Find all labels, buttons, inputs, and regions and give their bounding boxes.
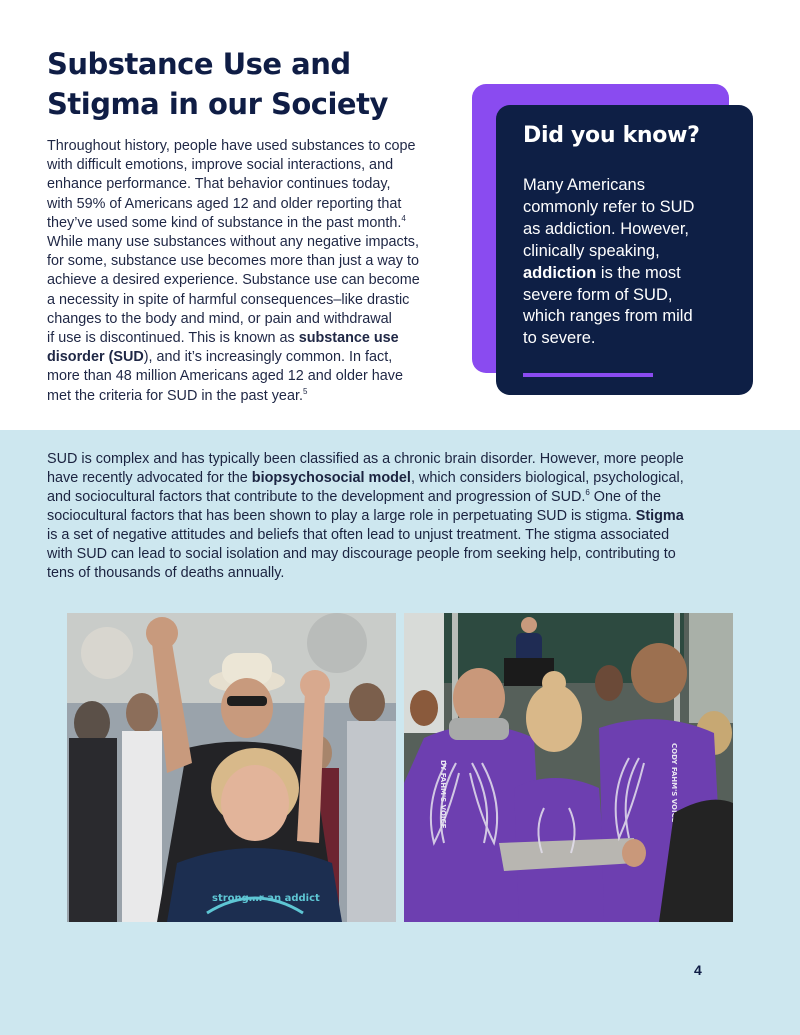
intro-text: they’ve used some kind of substance in the past month. <box>47 214 402 231</box>
intro-line: more than 48 million Americans aged 12 and older have <box>47 368 403 385</box>
band-paragraph <box>47 450 747 583</box>
intro-paragraph <box>47 137 457 406</box>
photo-rally-crowd <box>404 613 733 922</box>
band-text: One of the <box>589 489 662 505</box>
shirt-print-text: strong…r an addict <box>212 893 320 904</box>
band-text: and sociocultural factors that contribute to the development and progression of SUD. <box>47 489 586 505</box>
band-bold-term: Stigma <box>635 508 684 524</box>
callout-line: Many Americans <box>523 176 645 194</box>
footnote-ref: 4 <box>401 214 406 224</box>
intro-line <box>47 214 457 233</box>
intro-line <box>47 348 457 367</box>
callout-body <box>523 175 743 350</box>
photo-raised-fists-illustration <box>67 613 396 922</box>
band-text: sociocultural factors that has been shown to play a large role in perpetuating SUD is stigma. <box>47 508 636 524</box>
callout-bold-term: addiction <box>523 263 597 282</box>
photo-raised-fists <box>67 613 396 922</box>
intro-line: a necessity in spite of harmful consequences–like drastic <box>47 291 410 308</box>
band-line <box>47 469 747 488</box>
intro-line: changes to the body and mind, or pain and withdrawal <box>47 310 392 327</box>
band-line: SUD is complex and has typically been classified as a chronic brain disorder. However, more people <box>47 451 684 467</box>
intro-line: Throughout history, people have used substances to cope <box>47 138 416 154</box>
intro-line <box>47 329 457 348</box>
intro-text: met the criteria for SUD in the past year. <box>47 387 303 404</box>
callout-divider <box>523 373 653 377</box>
intro-bold-term: substance use <box>298 330 399 347</box>
page-title-line-2: Stigma in our Society <box>47 87 388 121</box>
band-text: , which considers biological, psychological, <box>410 470 684 486</box>
page-title <box>47 44 447 124</box>
intro-line: While many use substances without any negative impacts, <box>47 234 419 251</box>
callout-title: Did you know? <box>523 123 700 148</box>
callout-line: which ranges from mild <box>523 307 693 326</box>
footnote-ref: 5 <box>302 386 308 396</box>
photo-rally-crowd-illustration <box>404 613 733 922</box>
callout-line: commonly refer to SUD <box>523 197 695 216</box>
callout-line: as addiction. However, <box>523 219 690 238</box>
intro-line: achieve a desired experience. Substance use can become <box>47 272 420 289</box>
band-line <box>47 507 747 526</box>
band-text: have recently advocated for the <box>47 470 252 486</box>
band-line: is a set of negative attitudes and beliefs that often lead to unjust treatment. The stigma associated <box>47 527 670 543</box>
page-number: 4 <box>694 962 702 978</box>
band-line: tens of thousands of deaths annually. <box>47 565 285 581</box>
intro-text: ), and it’s increasingly common. In fact, <box>143 349 393 366</box>
shirt-print-text: CODY FAHM'S VOICE <box>670 743 678 823</box>
did-you-know-callout <box>496 105 753 395</box>
callout-line: severe form of SUD, <box>523 285 673 304</box>
intro-line: with difficult emotions, improve social interactions, and <box>47 157 394 174</box>
callout-text: is the most <box>596 263 681 282</box>
intro-bold-term: disorder (SUD <box>47 349 144 366</box>
band-line: with SUD can lead to social isolation and may discourage people from seeking help, contributing to <box>47 546 676 562</box>
shirt-print-text: DY FAHM'S VOICE <box>439 760 447 829</box>
band-line <box>47 488 747 507</box>
intro-line: with 59% of Americans aged 12 and older reporting that <box>47 195 402 212</box>
page-title-line-1: Substance Use and <box>47 47 351 81</box>
callout-line <box>523 263 743 285</box>
intro-line: enhance performance. That behavior continues today, <box>47 176 391 193</box>
footnote-ref: 6 <box>585 488 590 498</box>
intro-line: for some, substance use becomes more than just a way to <box>47 253 419 270</box>
band-bold-term: biopsychosocial model <box>251 470 411 486</box>
intro-text: if use is discontinued. This is known as <box>47 330 299 347</box>
intro-line <box>47 387 457 406</box>
callout-line: clinically speaking, <box>523 241 660 260</box>
callout-line: to severe. <box>523 329 596 348</box>
